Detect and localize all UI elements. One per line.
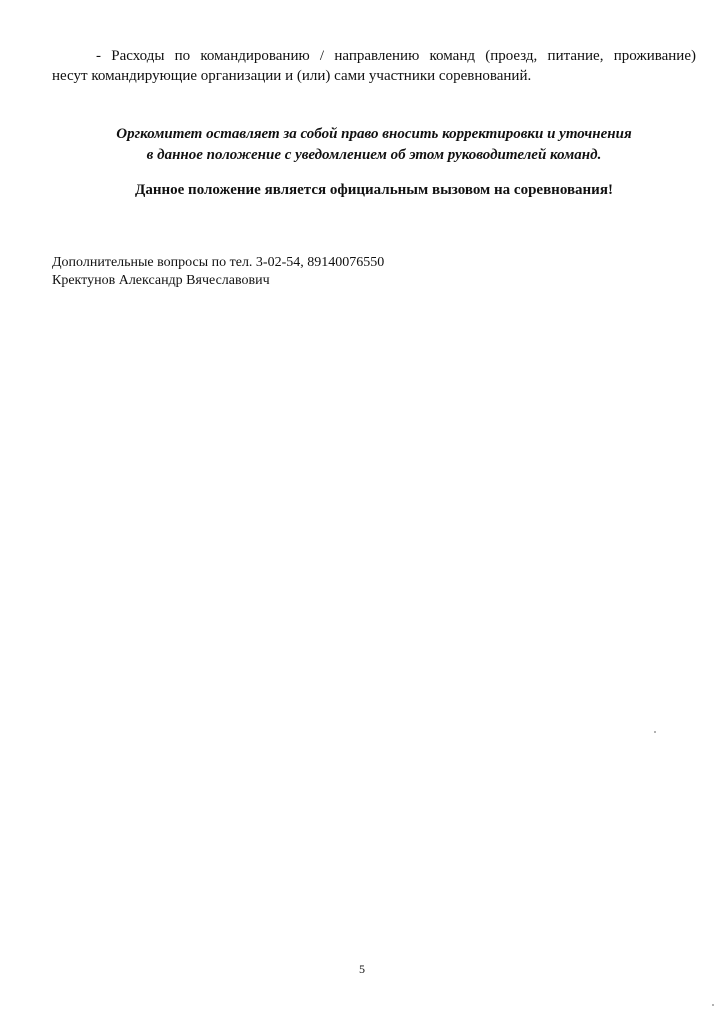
notice-line-1: Оргкомитет оставляет за собой право вносить корректировки и уточнения — [116, 126, 632, 142]
notice-line-2: в данное положение с уведомлением об этом руководителей команд. — [146, 147, 602, 163]
scan-speck — [654, 731, 656, 733]
contact-phone-line: Дополнительные вопросы по тел. 3-02-54, 89140076550 — [52, 255, 385, 270]
expenses-paragraph — [52, 46, 696, 86]
page-number: 5 — [359, 962, 365, 976]
scan-speck — [712, 1004, 714, 1006]
official-call-statement: Данное положение является официальным вызовом на соревнования! — [135, 182, 613, 198]
expenses-line-2: несут командирующие организации и (или) сами участники соревнований. — [52, 68, 532, 84]
contact-info — [52, 254, 384, 290]
contact-person-name: Кректунов Александр Вячеславович — [52, 273, 270, 288]
organizing-committee-notice — [52, 124, 696, 166]
expenses-line-1: - Расходы по командированию / направлению команд (проезд, питание, проживание) — [96, 48, 696, 64]
